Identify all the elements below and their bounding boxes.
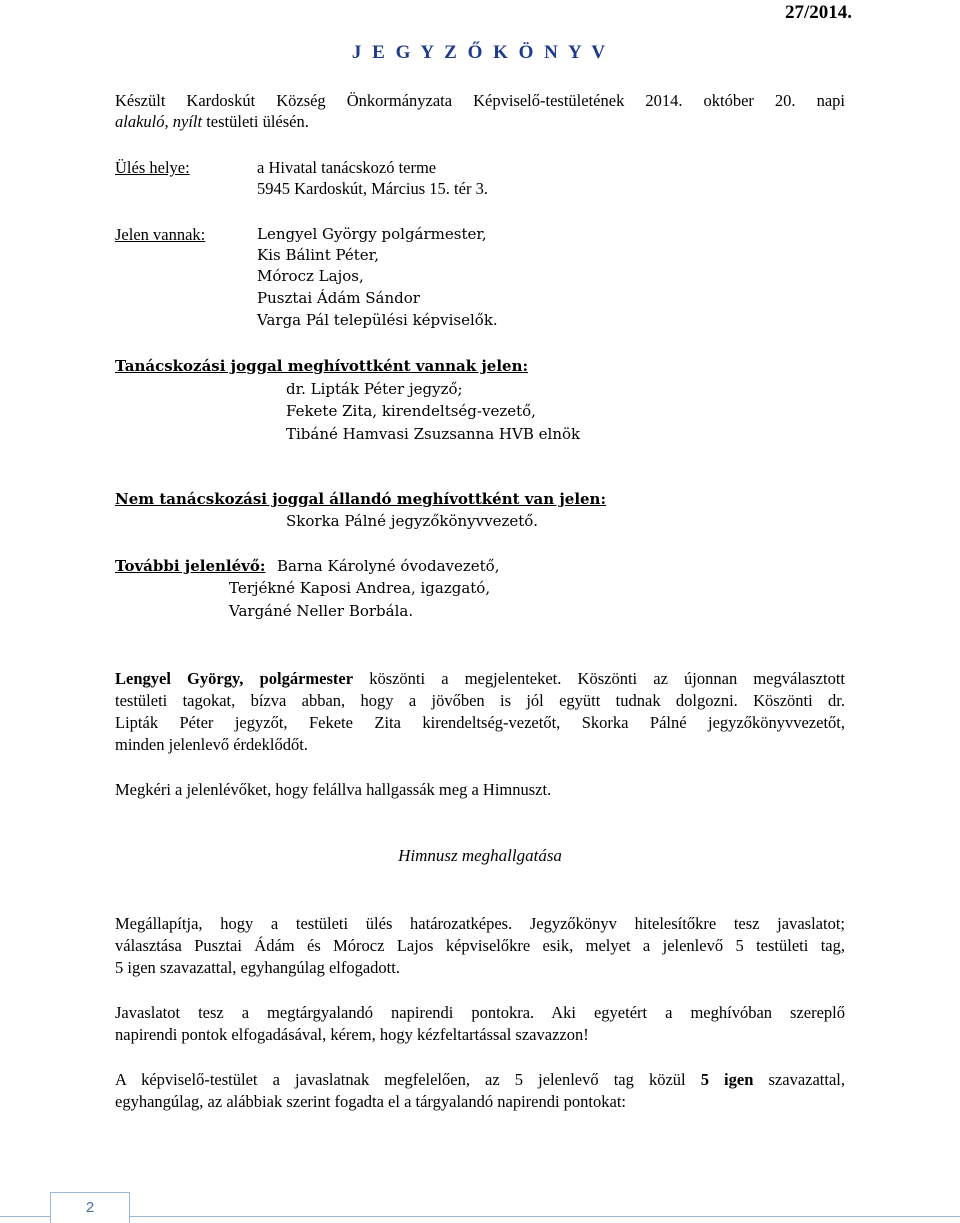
others-line-3: Vargáné Neller Borbála. — [229, 602, 414, 620]
section-title: Himnusz meghallgatása — [398, 846, 562, 865]
others-line-1: Barna Károlyné óvodavezető, — [277, 557, 500, 575]
intro-line-2 — [115, 111, 845, 132]
paragraph-5-line-2: egyhangúlag, az alábbiak szerint fogadta el a tárgyalandó napirendi pontokat: — [115, 1092, 627, 1111]
present-line-3: Mórocz Lajos, — [257, 267, 364, 285]
non-advisory-label: Nem tanácskozási joggal állandó meghívottként van jelen: — [115, 490, 607, 508]
present-line-2: Kis Bálint Péter, — [257, 246, 379, 264]
paragraph-5-line-1 — [115, 1069, 845, 1090]
paragraph-3-line-3: 5 igen szavazattal, egyhangúlag elfogadott. — [115, 958, 400, 977]
paragraph-1-line-4: minden jelenlevő érdeklődőt. — [115, 735, 308, 754]
advisory-line-2: Fekete Zita, kirendeltség-vezető, — [286, 402, 536, 420]
intro-italic: alakuló, nyílt — [115, 112, 203, 131]
paragraph-5-bold-votes: 5 igen — [700, 1070, 754, 1089]
advisory-label: Tanácskozási joggal meghívottként vannak jelen: — [115, 357, 529, 375]
paragraph-5-line-1-a: A képviselő-testület a javaslatnak megfelelően, az 5 jelenlevő tag közül — [115, 1070, 701, 1089]
non-advisory-line-1: Skorka Pálné jegyzőkönyvvezető. — [286, 512, 539, 530]
present-line-1: Lengyel György polgármester, — [257, 225, 487, 243]
paragraph-1-line-3: Lipták Péter jegyzőt, Fekete Zita kirendeltség-vezetőt, Skorka Pálné jegyzőkönyvvezetőt, — [115, 713, 845, 732]
meeting-place-line-2: 5945 Kardoskút, Március 15. tér 3. — [257, 179, 488, 198]
mayor-name: Lengyel György, polgármester — [115, 669, 354, 688]
paragraph-4-line-2: napirendi pontok elfogadásával, kérem, hogy kézfeltartással szavazzon! — [115, 1025, 589, 1044]
paragraph-5-line-1-b: szavazattal, — [753, 1070, 845, 1089]
advisory-line-1: dr. Lipták Péter jegyző; — [286, 380, 463, 398]
intro-line-1: Készült Kardoskút Község Önkormányzata Képviselő-testületének 2014. október 20. napi — [115, 91, 845, 110]
present-line-4: Pusztai Ádám Sándor — [257, 289, 420, 307]
meeting-place-line-1: a Hivatal tanácskozó terme — [257, 158, 437, 177]
paragraph-1-line-2: testületi tagokat, bízva abban, hogy a jövőben is jól együtt tudnak dolgozni. Köszönti dr. — [115, 691, 845, 710]
paragraph-2: Megkéri a jelenlévőket, hogy felállva hallgassák meg a Himnuszt. — [115, 780, 552, 799]
meeting-place-label: Ülés helye: — [115, 158, 190, 177]
others-label: További jelenlévő: — [115, 557, 266, 575]
paragraph-3-line-1: Megállapítja, hogy a testületi ülés határozatképes. Jegyzőkönyv hitelesítőkre tesz javaslatot; — [115, 914, 845, 933]
paragraph-1-line-1-rest: köszönti a megjelenteket. Köszönti az újonnan megválasztott — [353, 669, 845, 688]
advisory-line-3: Tibáné Hamvasi Zsuzsanna HVB elnök — [286, 425, 581, 443]
present-line-5: Varga Pál települési képviselők. — [257, 311, 498, 329]
paragraph-1-line-1 — [115, 668, 845, 689]
intro-rest: testületi ülésén. — [202, 112, 309, 131]
present-label: Jelen vannak: — [115, 225, 206, 244]
page-number: 2 — [50, 1192, 130, 1223]
document-title: J E G Y Z Ő K Ö N Y V — [351, 42, 609, 63]
others-line-2: Terjékné Kaposi Andrea, igazgató, — [229, 579, 491, 597]
paragraph-3-line-2: választása Pusztai Ádám és Mórocz Lajos képviselőkre esik, melyet a jelenlevő 5 testületi tag, — [115, 936, 845, 955]
document-number: 27/2014. — [784, 2, 852, 23]
paragraph-4-line-1: Javaslatot tesz a megtárgyalandó napirendi pontokra. Aki egyetért a meghívóban szereplő — [115, 1003, 845, 1022]
